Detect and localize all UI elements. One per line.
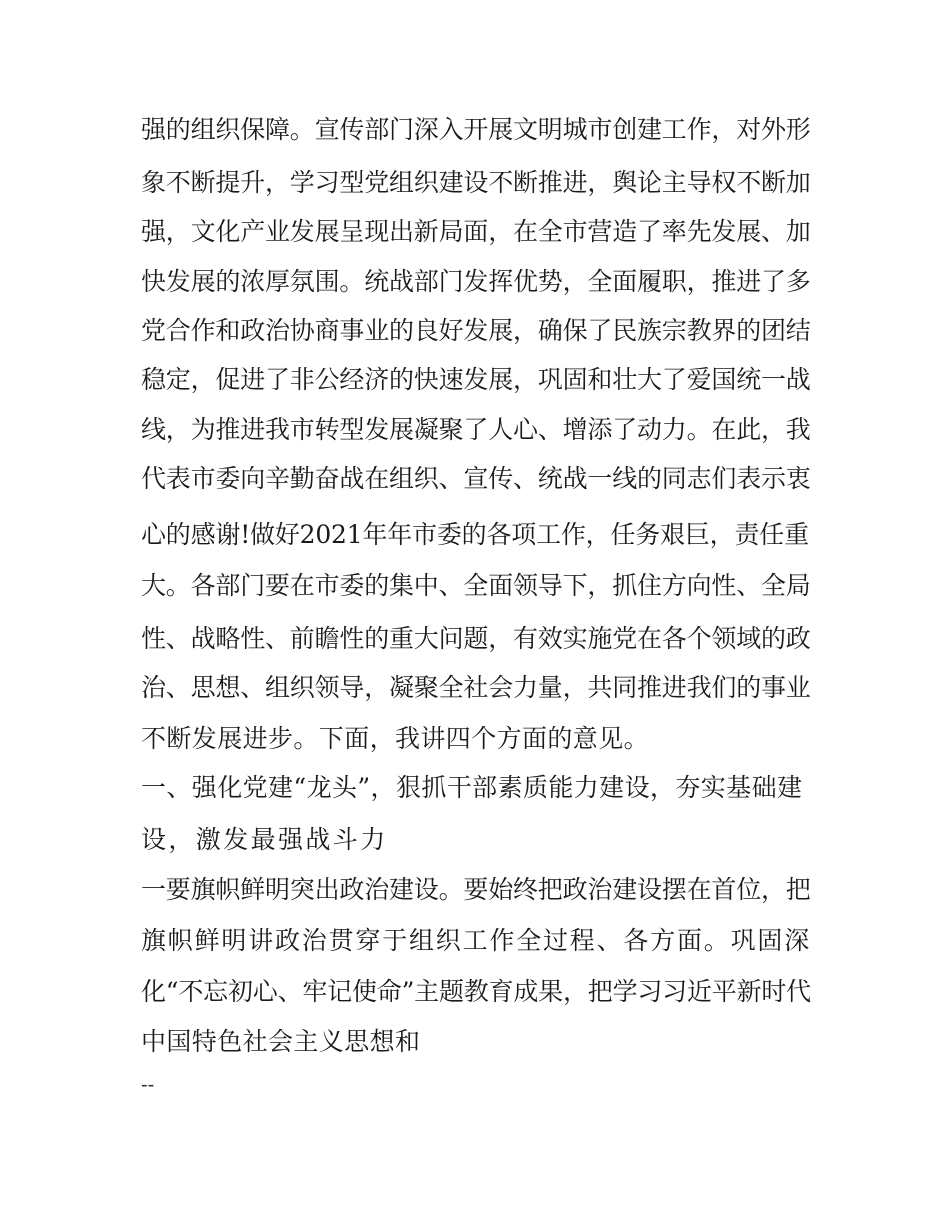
paragraph-line: 代表市委向辛勤奋战在组织、宣传、统战一线的同志们表示衷	[141, 464, 811, 493]
paragraph-line: 党合作和政治协商事业的良好发展，确保了民族宗教界的团结	[141, 316, 811, 345]
paragraph-line: 不断发展进步。下面，我讲四个方面的意见。	[141, 724, 650, 753]
paragraph-line: 强，文化产业发展呈现出新局面，在全市营造了率先发展、加	[141, 217, 811, 246]
section-heading-line: 设，激发最强战斗力	[141, 825, 388, 854]
paragraph-line: 稳定，促进了非公经济的快速发展，巩固和壮大了爱国统一战	[141, 365, 811, 394]
paragraph-line: 强的组织保障。宣传部门深入开展文明城市创建工作，对外形	[141, 115, 811, 144]
paragraph-line: 治、思想、组织领导，凝聚全社会力量，共同推进我们的事业	[141, 673, 811, 702]
paragraph-line: 象不断提升，学习型党组织建设不断推进，舆论主导权不断加	[141, 168, 811, 197]
section-heading-line: 一、强化党建“龙头”，狠抓干部素质能力建设，夯实基础建	[141, 773, 803, 802]
paragraph-line: 一要旗帜鲜明突出政治建设。要始终把政治建设摆在首位，把	[141, 875, 811, 904]
paragraph-line: 中国特色社会主义思想和	[141, 1027, 421, 1056]
paragraph-line: 大。各部门要在市委的集中、全面领导下，抓住方向性、全局	[141, 571, 811, 600]
paragraph-line: 性、战略性、前瞻性的重大问题，有效实施党在各个领域的政	[141, 624, 811, 653]
page-footer-mark: --	[141, 1074, 155, 1096]
paragraph-line: 快发展的浓厚氛围。统战部门发挥优势，全面履职，推进了多	[141, 267, 811, 296]
paragraph-line: 线，为推进我市转型发展凝聚了人心、增添了动力。在此，我	[141, 415, 811, 444]
paragraph-line: 心的感谢!做好2021年年市委的各项工作，任务艰巨，责任重	[141, 520, 809, 549]
paragraph-line: 化“不忘初心、牢记使命”主题教育成果，把学习习近平新时代	[141, 977, 811, 1006]
paragraph-line: 旗帜鲜明讲政治贯穿于组织工作全过程、各方面。巩固深	[141, 926, 812, 955]
